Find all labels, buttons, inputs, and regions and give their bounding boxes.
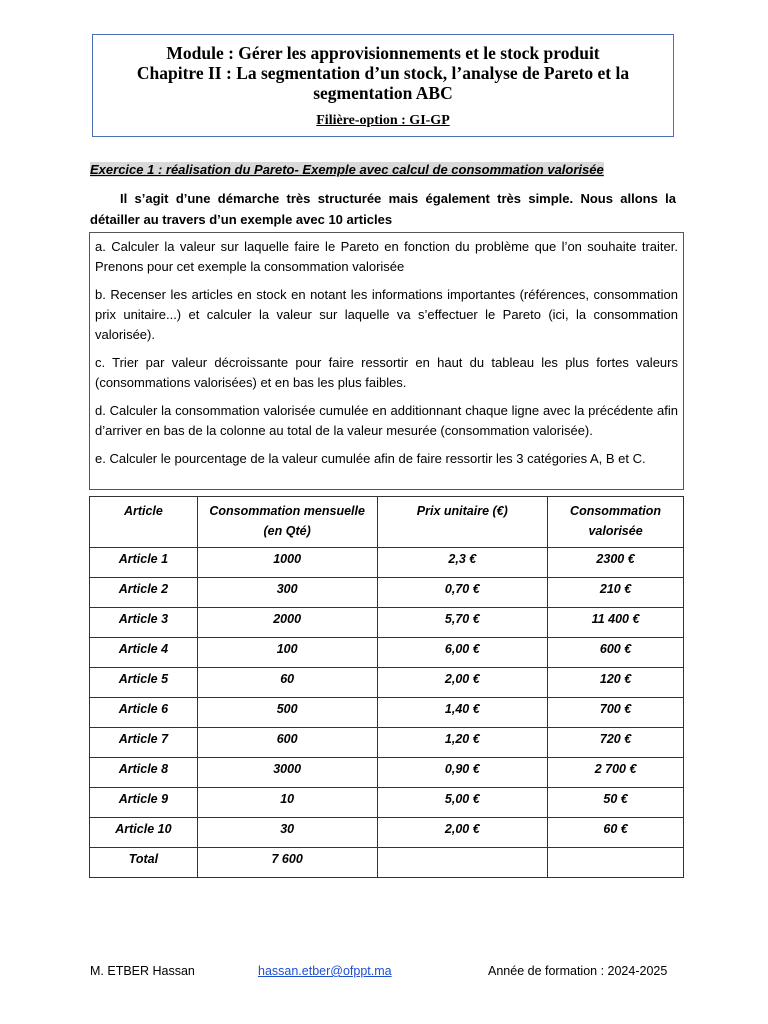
- footer-author: M. ETBER Hassan: [90, 964, 195, 978]
- cell-valued-consumption: 210 €: [548, 578, 684, 608]
- footer-year: Année de formation : 2024-2025: [488, 964, 668, 978]
- cell-valued-consumption: [548, 848, 684, 878]
- option-label: Filière-option : GI-GP: [316, 113, 450, 128]
- table-row: [90, 758, 684, 788]
- chapter-title-cont: segmentation ABC: [313, 83, 453, 103]
- cell-article: Article 1: [90, 548, 198, 578]
- table-row: [90, 608, 684, 638]
- cell-valued-consumption: 720 €: [548, 728, 684, 758]
- footer-email-link[interactable]: hassan.etber@ofppt.ma: [258, 964, 392, 978]
- cell-valued-consumption: 120 €: [548, 668, 684, 698]
- cell-article: Article 9: [90, 788, 198, 818]
- cell-consumption: 60: [197, 668, 377, 698]
- table-row: [90, 638, 684, 668]
- step-e: e. Calculer le pourcentage de la valeur cumulée afin de faire ressortir les 3 catégories A, B et C.: [95, 451, 646, 466]
- cell-article: Article 8: [90, 758, 198, 788]
- cell-unit-price: 2,00 €: [377, 668, 548, 698]
- cell-unit-price: 0,90 €: [377, 758, 548, 788]
- cell-consumption: 500: [197, 698, 377, 728]
- cell-unit-price: 1,40 €: [377, 698, 548, 728]
- steps-box: [89, 232, 684, 490]
- cell-article: Total: [90, 848, 198, 878]
- cell-unit-price: 6,00 €: [377, 638, 548, 668]
- cell-unit-price: 2,3 €: [377, 548, 548, 578]
- header-consumption: Consommation mensuelle (en Qté): [197, 497, 377, 548]
- cell-article: Article 2: [90, 578, 198, 608]
- table-row: [90, 788, 684, 818]
- cell-consumption: 30: [197, 818, 377, 848]
- cell-valued-consumption: 50 €: [548, 788, 684, 818]
- total-row: [90, 848, 684, 878]
- cell-valued-consumption: 60 €: [548, 818, 684, 848]
- step-c: c. Trier par valeur décroissante pour faire ressortir en haut du tableau les plus fortes valeurs (consommations valorisées) et en bas les plus faibles.: [95, 355, 678, 390]
- cell-consumption: 100: [197, 638, 377, 668]
- table-row: [90, 668, 684, 698]
- header-article: Article: [90, 497, 198, 548]
- header-valued-consumption: Consommation valorisée: [548, 497, 684, 548]
- table-row: [90, 578, 684, 608]
- cell-consumption: 600: [197, 728, 377, 758]
- cell-unit-price: 5,00 €: [377, 788, 548, 818]
- intro-paragraph: Il s’agit d’une démarche très structurée mais également très simple. Nous allons la détailler au travers d’un exemple avec 10 articles: [90, 191, 676, 227]
- table-row: [90, 698, 684, 728]
- cell-consumption: 7 600: [197, 848, 377, 878]
- title-box: [92, 34, 674, 137]
- cell-valued-consumption: 2300 €: [548, 548, 684, 578]
- cell-consumption: 2000: [197, 608, 377, 638]
- cell-consumption: 3000: [197, 758, 377, 788]
- cell-unit-price: 1,20 €: [377, 728, 548, 758]
- cell-unit-price: 2,00 €: [377, 818, 548, 848]
- step-d: d. Calculer la consommation valorisée cumulée en additionnant chaque ligne avec la précédente afin d’arriver en bas de la colonne au total de la valeur mesurée (consommation valorisée).: [95, 403, 678, 438]
- exercise-title: Exercice 1 : réalisation du Pareto- Exemple avec calcul de consommation valorisée: [90, 162, 604, 177]
- cell-article: Article 6: [90, 698, 198, 728]
- cell-unit-price: 0,70 €: [377, 578, 548, 608]
- cell-valued-consumption: 700 €: [548, 698, 684, 728]
- table-row: [90, 818, 684, 848]
- step-a: a. Calculer la valeur sur laquelle faire le Pareto en fonction du problème que l’on souhaite traiter. Prenons pour cet exemple la consommation valorisée: [95, 239, 678, 274]
- cell-article: Article 10: [90, 818, 198, 848]
- header-unit-price: Prix unitaire (€): [377, 497, 548, 548]
- table-row: [90, 728, 684, 758]
- step-b: b. Recenser les articles en stock en notant les informations importantes (références, consommation prix unitaire...) et calculer la valeur sur laquelle va s’effectuer le Pareto (ici, la consommation valorisée).: [95, 287, 678, 342]
- chapter-title: Chapitre II : La segmentation d’un stock, l’analyse de Pareto et la: [136, 63, 630, 83]
- articles-table: [89, 496, 684, 878]
- cell-article: Article 3: [90, 608, 198, 638]
- cell-consumption: 10: [197, 788, 377, 818]
- cell-valued-consumption: 2 700 €: [548, 758, 684, 788]
- table-row: [90, 548, 684, 578]
- cell-article: Article 4: [90, 638, 198, 668]
- cell-unit-price: 5,70 €: [377, 608, 548, 638]
- module-title: Module : Gérer les approvisionnements et le stock produit: [166, 43, 600, 63]
- cell-unit-price: [377, 848, 548, 878]
- cell-consumption: 1000: [197, 548, 377, 578]
- table-header-row: [90, 497, 684, 548]
- cell-article: Article 7: [90, 728, 198, 758]
- cell-valued-consumption: 11 400 €: [548, 608, 684, 638]
- cell-valued-consumption: 600 €: [548, 638, 684, 668]
- cell-article: Article 5: [90, 668, 198, 698]
- cell-consumption: 300: [197, 578, 377, 608]
